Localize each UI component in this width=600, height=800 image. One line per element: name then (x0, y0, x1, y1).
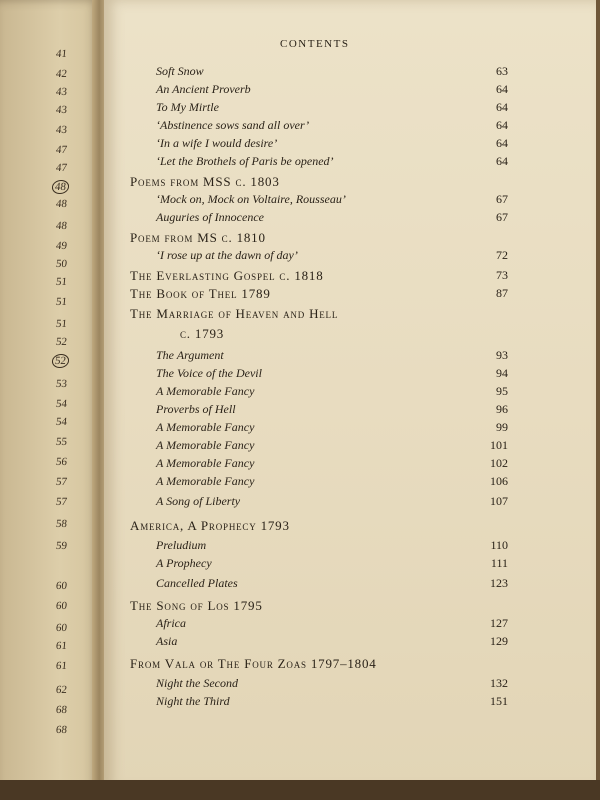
toc-subentry-title: Auguries of Innocence (156, 210, 264, 224)
toc-subentry-title: Africa (156, 616, 186, 630)
toc-subentry-title: A Memorable Fancy (156, 474, 255, 488)
toc-subentry-title: Night the Second (156, 676, 238, 690)
handwritten-margin-number: 43 (55, 124, 68, 136)
bottom-shadow (0, 780, 600, 800)
toc-page-number: 111 (490, 556, 508, 570)
left-page (0, 0, 100, 800)
handwritten-margin-number: 48 (55, 198, 68, 210)
toc-page-number: 106 (490, 474, 508, 488)
toc-subentry-title: ‘Abstinence sows sand all over’ (156, 118, 310, 132)
handwritten-margin-number: 54 (55, 398, 68, 410)
toc-page-number: 102 (490, 456, 508, 470)
toc-page-number: 151 (490, 694, 508, 708)
toc-subentry-title: Cancelled Plates (156, 576, 238, 590)
handwritten-margin-number: 68 (55, 704, 68, 716)
handwritten-margin-number: 53 (55, 378, 68, 390)
toc-subentry-title: ‘In a wife I would desire’ (156, 136, 278, 150)
toc-page-number: 95 (496, 384, 508, 398)
toc-subentry-title: A Memorable Fancy (156, 384, 255, 398)
toc-subentry-title: A Memorable Fancy (156, 456, 255, 470)
handwritten-margin-number: 41 (55, 48, 68, 60)
handwritten-margin-number: 51 (55, 296, 68, 308)
toc-page-number: 64 (496, 82, 508, 96)
toc-page-number: 99 (496, 420, 508, 434)
handwritten-margin-number: 50 (55, 258, 68, 270)
toc-section-title: Poems from MSS c. 1803 (130, 174, 280, 189)
handwritten-margin-number: 43 (55, 104, 68, 116)
handwritten-margin-number: 61 (55, 640, 68, 652)
toc-page-number: 73 (496, 268, 508, 282)
toc-subentry-title: ‘Mock on, Mock on Voltaire, Rousseau’ (156, 192, 346, 206)
toc-subentry-title: An Ancient Proverb (156, 82, 251, 96)
toc-section-title: The Book of Thel 1789 (130, 286, 271, 301)
toc-page-number: 64 (496, 118, 508, 132)
handwritten-margin-number: 60 (55, 600, 68, 612)
toc-page-number: 93 (496, 348, 508, 362)
toc-subentry-title: ‘I rose up at the dawn of day’ (156, 248, 298, 262)
toc-page-number: 64 (496, 136, 508, 150)
toc-subentry-title: ‘Let the Brothels of Paris be opened’ (156, 154, 334, 168)
handwritten-margin-number: 49 (55, 240, 68, 252)
toc-subentry-title: A Prophecy (156, 556, 212, 570)
toc-page-number: 107 (490, 494, 508, 508)
toc-subentry-title: Proverbs of Hell (156, 402, 236, 416)
toc-section-title-continued: c. 1793 (180, 326, 225, 341)
handwritten-margin-number: 47 (55, 162, 68, 174)
handwritten-margin-number: 43 (55, 86, 68, 98)
toc-subentry-title: A Memorable Fancy (156, 438, 255, 452)
toc-page-number: 67 (496, 192, 508, 206)
handwritten-margin-number: 60 (55, 580, 68, 592)
handwritten-margin-number: 57 (55, 496, 68, 508)
toc-page-number: 64 (496, 154, 508, 168)
handwritten-margin-number: 57 (55, 476, 68, 488)
toc-subentry-title: A Memorable Fancy (156, 420, 255, 434)
handwritten-margin-number: 52 (55, 336, 68, 348)
handwritten-margin-number: 42 (55, 68, 68, 80)
toc-page-number: 72 (496, 248, 508, 262)
handwritten-margin-number: 48 (55, 220, 68, 232)
handwritten-margin-number: 51 (55, 276, 68, 288)
toc-page-number: 127 (490, 616, 508, 630)
toc-page-number: 94 (496, 366, 508, 380)
toc-page-number: 101 (490, 438, 508, 452)
handwritten-margin-number: 55 (55, 436, 68, 448)
toc-subentry-title: The Argument (156, 348, 224, 362)
toc-subentry-title: Asia (156, 634, 178, 648)
toc-page-number: 63 (496, 64, 508, 78)
handwritten-margin-number: 52 (51, 354, 69, 368)
toc-page-number: 129 (490, 634, 508, 648)
handwritten-margin-number: 60 (55, 622, 68, 634)
handwritten-margin-number: 62 (55, 684, 68, 696)
toc-section-title: The Everlasting Gospel c. 1818 (130, 268, 324, 283)
toc-page-number: 87 (496, 286, 508, 300)
handwritten-margin-number: 58 (55, 518, 68, 530)
handwritten-margin-number: 51 (55, 318, 68, 330)
handwritten-margin-number: 47 (55, 144, 68, 156)
toc-subentry-title: A Song of Liberty (156, 494, 241, 508)
toc-page-number: 132 (490, 676, 508, 690)
toc-section-title: Poem from MS c. 1810 (130, 230, 266, 245)
toc-subentry-title: Preludium (156, 538, 207, 552)
toc-page-number: 123 (490, 576, 508, 590)
toc-section-title: From Vala or The Four Zoas 1797–1804 (130, 656, 377, 671)
handwritten-margin-number: 61 (55, 660, 68, 672)
page-heading: CONTENTS (280, 38, 350, 50)
toc-section-title: The Song of Los 1795 (130, 598, 263, 613)
handwritten-margin-number: 56 (55, 456, 68, 468)
toc-section-title: America, A Prophecy 1793 (130, 518, 290, 533)
toc-section-title: The Marriage of Heaven and Hell (130, 306, 339, 321)
toc-subentry-title: The Voice of the Devil (156, 366, 262, 380)
toc-page-number: 96 (496, 402, 508, 416)
handwritten-margin-number: 68 (55, 724, 68, 736)
toc-subentry-title: Night the Third (156, 694, 230, 708)
toc-subentry-title: Soft Snow (156, 64, 204, 78)
toc-page-number: 64 (496, 100, 508, 114)
toc-page-number: 110 (490, 538, 508, 552)
toc-subentry-title: To My Mirtle (156, 100, 219, 114)
toc-page-number: 67 (496, 210, 508, 224)
handwritten-margin-number: 59 (55, 540, 68, 552)
handwritten-margin-number: 54 (55, 416, 68, 428)
handwritten-margin-number: 48 (51, 180, 69, 194)
